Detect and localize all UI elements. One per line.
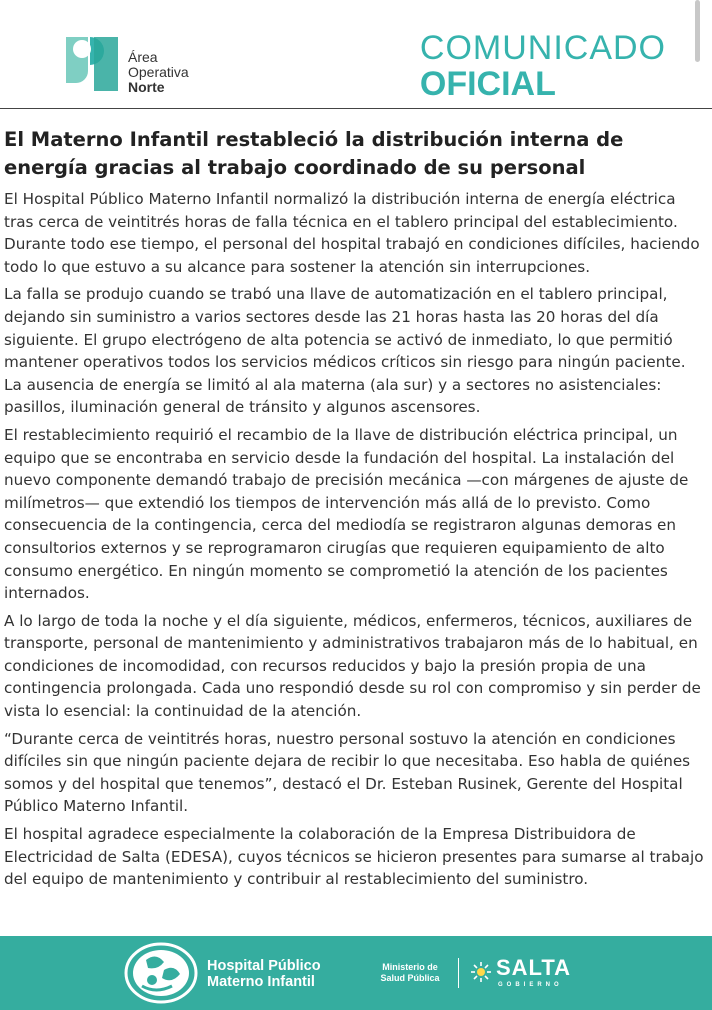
- footer-separator: [458, 958, 459, 988]
- article-body: [4, 188, 708, 896]
- banner-line-1: COMUNICADO: [419, 29, 666, 67]
- hospital-line-1: Hospital Público: [207, 958, 321, 974]
- banner-line-2: OFICIAL: [419, 65, 556, 103]
- article-title: El Materno Infantil restableció la distribución interna de energía gracias al trabajo coordinado de su personal: [4, 128, 624, 179]
- logo-line-2: Operativa: [128, 64, 189, 80]
- paragraph: La falla se produjo cuando se trabó una llave de automatización en el tablero principal, dejando sin suministro a varios sectores desde las 21 horas hasta las 20 horas del día siguiente. El grupo electrógeno de alta potencia se activó de inmediato, lo que permitió mantener operativos todos los servicios médicos críticos sin riesgo para ningún paciente. La ausencia de energía se limitó al ala materna (ala sur) y a sectores no asistenciales: pasillos, iluminación general de tránsito y algunos ascensores.: [4, 285, 686, 417]
- hospital-logo-icon: [124, 942, 198, 1004]
- paragraph: El Hospital Público Materno Infantil normalizó la distribución interna de energía eléctrica tras cerca de veintitrés horas de falla técnica en el tablero principal del establecimiento. Durante todo ese tiempo, el personal del hospital trabajó en condiciones difíciles, haciendo todo lo que estuvo a su alcance para sostener la atención sin interrupciones.: [4, 190, 700, 276]
- salta-sun-icon: [470, 961, 492, 983]
- logo-line-3: Norte: [128, 79, 165, 95]
- logo-line-1: Área: [128, 49, 158, 65]
- paragraph: El hospital agradece especialmente la colaboración de la Empresa Distribuidora de Electricidad de Salta (EDESA), cuyos técnicos se hicieron presentes para sumarse al trabajo del equipo de mantenimiento y contribuir al restablecimiento del suministro.: [4, 825, 704, 889]
- hospital-line-2: Materno Infantil: [207, 974, 315, 990]
- hospital-name: [207, 958, 321, 990]
- ministry-line-2: Salud Pública: [380, 973, 440, 983]
- salta-wordmark: SALTA: [496, 955, 572, 980]
- paragraph: El restablecimiento requirió el recambio de la llave de distribución eléctrica principal, un equipo que se encontraba en servicio desde la fundación del hospital. La instalación del nuevo componente demandó trabajo de precisión mecánica —con márgenes de ajuste de milímetros— que extendió los tiempos de intervención más allá de lo previsto. Como consecuencia de la contingencia, cerca del mediodía se registraron algunas demoras en consultorios externos y se reprogramaron cirugías que requieren equipamiento de alto consumo energético. En ningún momento se comprometió la atención de los pacientes internados.: [4, 425, 689, 603]
- footer: [0, 936, 712, 1010]
- logo-text: [128, 50, 189, 95]
- area-operativa-logo-icon: [64, 33, 122, 95]
- paragraph: A lo largo de toda la noche y el día siguiente, médicos, enfermeros, técnicos, auxiliares de transporte, personal de mantenimiento y administrativos trabajaron más de lo habitual, en condiciones de incomodidad, con recursos reducidos y bajo la presión propia de una contingencia prolongada. Cada uno respondió desde su rol con compromiso y sin perder de vista lo esencial: la continuidad de la atención.: [4, 611, 701, 721]
- comunicado-banner: [420, 30, 666, 102]
- paragraph: “Durante cerca de veintitrés horas, nuestro personal sostuvo la atención en condiciones difíciles sin que ningún paciente dejara de recibir lo que necesitaba. Eso habla de quiénes somos y del hospital que tenemos”, destacó el Dr. Esteban Rusinek, Gerente del Hospital Público Materno Infantil.: [4, 729, 691, 816]
- scrollbar[interactable]: [695, 0, 700, 62]
- header: [0, 0, 712, 110]
- ministry-line-1: Ministerio de: [382, 962, 438, 972]
- header-divider: [0, 108, 712, 109]
- gobierno-wordmark: GOBIERNO: [498, 982, 563, 988]
- ministry-label: [372, 962, 448, 984]
